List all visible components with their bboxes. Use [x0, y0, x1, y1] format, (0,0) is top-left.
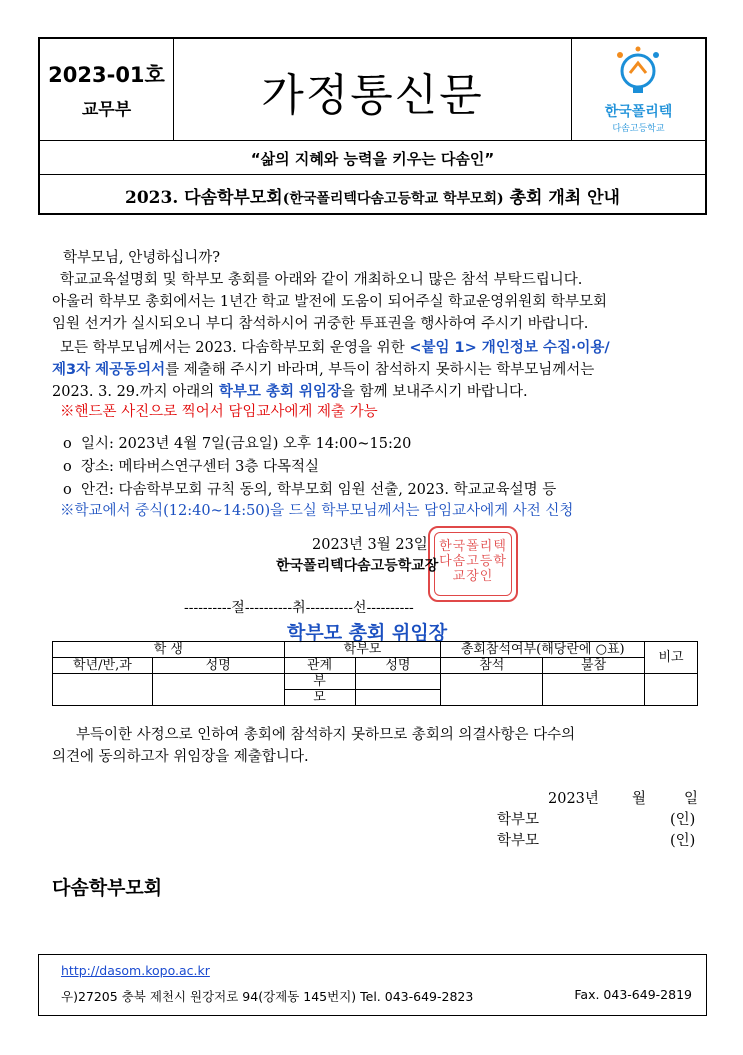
note-lunch: ※학교에서 중식(12:40~14:50)을 드실 학부모님께서는 담임교사에게 사전 신청 — [60, 503, 574, 519]
sign-seal-2: (인) — [670, 833, 696, 849]
attend-field[interactable] — [441, 674, 543, 706]
statement-line2: 의견에 동의하고자 위임장을 제출합니다. — [52, 749, 309, 765]
grade-field[interactable] — [53, 674, 153, 706]
para2-line3 — [52, 382, 528, 403]
detail-agenda-text: 안건: 다솜학부모회 규칙 동의, 학부모회 임원 선출, 2023. 학교교육설명 등 — [80, 482, 557, 498]
consent-form-ref: 제3자 제공동의서 — [52, 362, 166, 378]
header-frame — [38, 37, 707, 215]
father-name-field[interactable] — [355, 674, 441, 690]
issue-cell — [40, 39, 174, 140]
bullet: o — [63, 459, 72, 475]
footer-box — [38, 954, 707, 1016]
detail-date — [63, 434, 411, 455]
table-row — [53, 674, 698, 690]
school-logo-icon — [608, 45, 668, 101]
sign-parent-2: 학부모 — [497, 833, 540, 849]
para2-line1-a: 모든 학부모님께서는 2023. 다솜학부모회 운영을 위한 — [60, 340, 410, 356]
bullet: o — [63, 436, 72, 452]
col-attend: 참석 — [441, 658, 543, 674]
school-website-link[interactable]: http://dasom.kopo.ac.kr — [61, 963, 210, 978]
col-parent-name: 성명 — [355, 658, 441, 674]
department: 교무부 — [81, 100, 132, 120]
sign-parent-1: 학부모 — [497, 812, 540, 828]
proxy-form-table — [52, 641, 698, 706]
headline-paren: (한국폴리텍다솜고등학교 학부모회) — [282, 191, 504, 207]
official-seal-stamp — [428, 526, 518, 602]
head-parent: 학부모 — [284, 642, 441, 658]
table-header-row — [53, 642, 698, 658]
logo-school: 다솜고등학교 — [612, 124, 665, 134]
motto: “삶의 지혜와 능력을 키우는 다솜인” — [250, 150, 495, 168]
stamp-text: 한국폴리텍다솜고등학교장인 — [434, 532, 512, 596]
absent-field[interactable] — [543, 674, 645, 706]
detail-date-text: 일시: 2023년 4월 7일(금요일) 오후 14:00~15:20 — [80, 436, 412, 452]
page-title: 가정통신문 — [261, 70, 484, 121]
school-fax: Fax. 043-649-2819 — [574, 987, 692, 1002]
headline-tail: 총회 개최 안내 — [503, 188, 620, 208]
header-top-row — [40, 39, 705, 141]
note-phone: ※핸드폰 사진으로 찍어서 담임교사에게 제출 가능 — [60, 404, 378, 420]
attachment-ref: <붙임 1> 개인정보 수집·이용/ — [409, 340, 610, 356]
headline-row — [40, 175, 705, 213]
para2-line1 — [60, 338, 610, 359]
logo-brand: 한국폴리텍 — [604, 104, 673, 120]
col-student-name: 성명 — [152, 658, 284, 674]
para2-line3-a: 2023. 3. 29.까지 아래의 — [52, 384, 219, 400]
col-relation: 관계 — [284, 658, 355, 674]
para2-line3-c: 을 함께 보내주시기 바랍니다. — [341, 384, 528, 400]
org-name: 다솜학부모회 — [52, 877, 163, 899]
bullet: o — [63, 482, 72, 498]
para2-line2 — [52, 360, 594, 381]
sign-day: 일 — [684, 791, 699, 807]
headline — [40, 183, 705, 208]
para1-line2: 아울러 학부모 총회에서는 1년간 학교 발전에 도움이 되어주실 학교운영위원회 학부모회 — [52, 294, 607, 310]
issue-number: 2023-01호 — [48, 63, 165, 87]
para1-line3: 임원 선거가 실시되오니 부디 참석하시어 귀중한 투표권을 행사하여 주시기 바랍니다. — [52, 316, 589, 332]
cut-line: ----------절----------취----------선---------- — [184, 600, 414, 616]
statement-line1: 부득이한 사정으로 인하여 총회에 참석하지 못하므로 총회의 의결사항은 다수의 — [76, 727, 576, 743]
detail-agenda — [63, 480, 556, 501]
issue-date: 2023년 3월 23일 — [312, 537, 428, 553]
sign-seal-1: (인) — [670, 812, 696, 828]
table-subheader-row — [53, 658, 698, 674]
head-student: 학 생 — [53, 642, 285, 658]
col-absent: 불참 — [543, 658, 645, 674]
detail-place — [63, 457, 319, 478]
para2-line2-b: 를 제출해 주시기 바라며, 부득이 참석하지 못하시는 학부모님께서는 — [165, 362, 595, 378]
head-attend: 총회참석여부(해당란에 ○표) — [441, 642, 645, 658]
para1-line1: 학교교육설명회 및 학부모 총회를 아래와 같이 개최하오니 많은 참석 부탁드립니다. — [60, 272, 583, 288]
detail-place-text: 장소: 메타버스연구센터 3층 다목적실 — [80, 459, 319, 475]
sign-month: 월 — [632, 791, 647, 807]
proxy-form-ref: 학부모 총회 위임장 — [218, 384, 342, 400]
school-address: 우)27205 충북 제천시 원강저로 94(강제동 145번지) Tel. 043-649-2823 — [61, 989, 474, 1004]
mother-name-field[interactable] — [355, 690, 441, 706]
headline-main: 2023. 다솜학부모회 — [125, 188, 283, 208]
sign-year: 2023년 — [548, 791, 599, 807]
logo-cell — [571, 39, 705, 140]
col-grade: 학년/반,과 — [53, 658, 153, 674]
relation-father: 부 — [284, 674, 355, 690]
greeting: 학부모님, 안녕하십니까? — [63, 250, 221, 266]
principal-name: 한국폴리텍다솜고등학교장 — [276, 558, 439, 574]
note-field[interactable] — [645, 674, 698, 706]
form-title: 학부모 총회 위임장 — [287, 622, 448, 644]
motto-row — [40, 141, 705, 175]
relation-mother: 모 — [284, 690, 355, 706]
student-name-field[interactable] — [152, 674, 284, 706]
head-note: 비고 — [645, 642, 698, 674]
